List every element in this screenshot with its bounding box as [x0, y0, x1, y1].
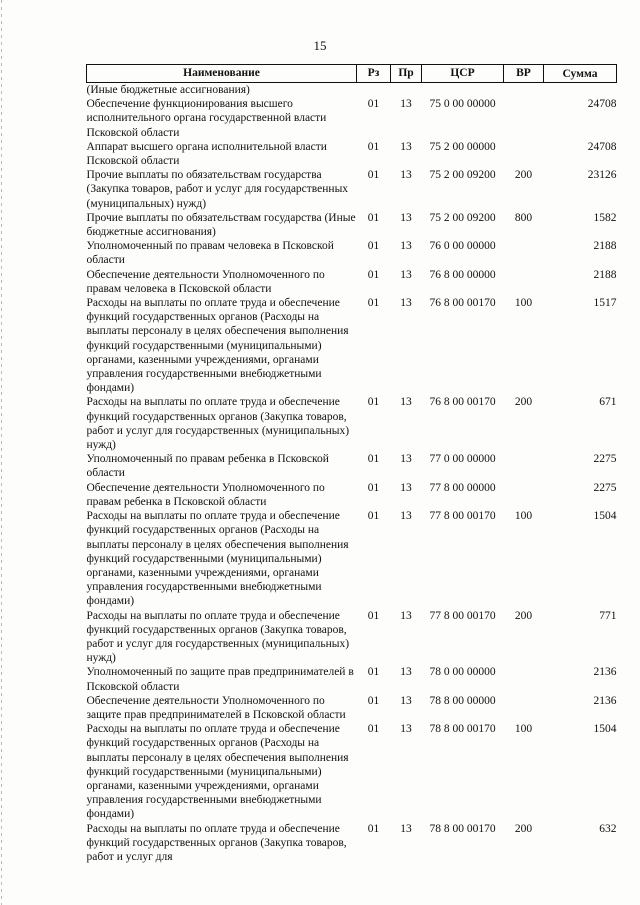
cell-pr: 13 [400, 211, 412, 224]
column-header-csr: ЦСР [422, 65, 504, 83]
cell-name: Обеспечение функционирования высшего исполнительного органа государственной власти Псковской области [86, 98, 327, 139]
cell-csr: 77 8 00 00000 [429, 481, 496, 494]
cell-csr: 78 8 00 00170 [429, 822, 496, 835]
cell-csr: 76 0 00 00000 [429, 240, 496, 253]
cell-rz: 01 [367, 666, 380, 679]
cell-pr: 13 [400, 396, 412, 409]
cell-rz: 01 [367, 822, 380, 835]
cell-sum: 2275 [593, 481, 617, 494]
table-row [87, 722, 617, 821]
cell-vr: 100 [514, 510, 533, 523]
cell-pr [391, 83, 422, 98]
cell-sum: 1517 [593, 297, 617, 310]
cell-pr: 13 [400, 169, 412, 182]
cell-rz: 01 [367, 510, 380, 523]
cell-vr: 100 [514, 297, 533, 310]
cell-vr: 200 [514, 822, 533, 835]
cell-rz: 01 [367, 396, 380, 409]
table-row [87, 140, 617, 168]
cell-vr: 200 [514, 396, 533, 409]
cell-rz: 01 [367, 694, 380, 707]
cell-name: Расходы на выплаты по оплате труда и обеспечение функций государственных органов (Закупка товаров, работ и услуг для государственных (муниципальных) нужд) [86, 609, 350, 665]
cell-vr: 200 [514, 169, 533, 182]
column-header-sum: Сумма [544, 65, 617, 83]
cell-csr: 75 2 00 09200 [429, 211, 496, 224]
table-row [87, 822, 617, 865]
cell-sum: 2136 [593, 694, 617, 707]
table-header-row [87, 65, 617, 83]
cell-pr: 13 [400, 98, 412, 111]
cell-csr: 76 8 00 00000 [429, 268, 496, 281]
cell-vr: 100 [514, 723, 533, 736]
cell-name: Уполномоченный по правам ребенка в Псковской области [86, 453, 329, 480]
cell-csr: 76 8 00 00170 [429, 396, 496, 409]
table-row [87, 239, 617, 267]
table-row [87, 452, 617, 480]
cell-name: Уполномоченный по правам человека в Псковской области [86, 240, 334, 267]
cell-sum: 23126 [587, 169, 617, 182]
table-row [87, 481, 617, 509]
cell-name: Расходы на выплаты по оплате труда и обеспечение функций государственных органов (Закупка товаров, работ и услуг для [86, 822, 347, 863]
cell-pr: 13 [400, 666, 412, 679]
cell-name: (Иные бюджетные ассигнования) [86, 84, 250, 96]
cell-vr [504, 83, 544, 98]
cell-pr: 13 [400, 453, 412, 466]
cell-vr [504, 481, 544, 509]
cell-rz: 01 [367, 169, 380, 182]
cell-rz: 01 [367, 211, 380, 224]
table-row [87, 268, 617, 296]
page-number: 15 [313, 38, 327, 53]
table-row [87, 296, 617, 395]
column-header-rz: Рз [357, 65, 391, 83]
cell-pr: 13 [400, 694, 412, 707]
cell-pr: 13 [400, 609, 412, 622]
cell-pr: 13 [400, 297, 412, 310]
cell-sum: 2275 [593, 453, 617, 466]
column-header-vr: ВР [504, 65, 544, 83]
cell-pr: 13 [400, 822, 412, 835]
cell-name: Аппарат высшего органа исполнительной власти Псковской области [86, 140, 327, 168]
cell-csr [422, 83, 504, 98]
cell-sum: 24708 [587, 98, 617, 111]
cell-sum: 1504 [593, 510, 617, 523]
cell-rz: 01 [367, 140, 380, 153]
table-row [87, 665, 617, 693]
cell-rz: 01 [367, 98, 380, 111]
cell-rz: 01 [367, 240, 380, 253]
cell-csr: 78 0 00 00000 [429, 666, 496, 679]
cell-sum: 2136 [593, 666, 617, 679]
cell-rz: 01 [367, 609, 380, 622]
cell-rz: 01 [367, 453, 380, 466]
cell-pr: 13 [400, 481, 412, 494]
cell-vr [504, 97, 544, 140]
cell-vr: 800 [514, 211, 533, 224]
cell-sum: 1504 [593, 723, 617, 736]
cell-pr: 13 [400, 240, 412, 253]
cell-rz: 01 [367, 268, 380, 281]
cell-vr [504, 694, 544, 722]
table-row [87, 97, 617, 140]
cell-vr: 200 [514, 609, 533, 622]
cell-vr [504, 665, 544, 693]
cell-vr [504, 452, 544, 480]
cell-vr [504, 140, 544, 168]
cell-csr: 77 8 00 00170 [429, 609, 496, 622]
scan-edge [1, 0, 2, 905]
cell-rz: 01 [367, 723, 380, 736]
cell-name: Прочие выплаты по обязательствам государства (Иные бюджетные ассигнования) [86, 211, 356, 239]
cell-name: Расходы на выплаты по оплате труда и обеспечение функций государственных органов (Расходы на выплаты персоналу в целях обеспечения выполнения функций государственными (муниципальными) органами, казенными учреждениями, органами управления государственными внебюджетными фондами) [86, 510, 349, 608]
cell-sum: 1582 [593, 211, 617, 224]
cell-sum [544, 83, 617, 98]
column-header-name: Наименование [87, 65, 357, 83]
cell-rz [357, 83, 391, 98]
cell-pr: 13 [400, 140, 412, 153]
cell-sum: 2188 [593, 240, 617, 253]
table-row [87, 83, 617, 98]
column-header-pr: Пр [391, 65, 422, 83]
cell-name: Обеспечение деятельности Уполномоченного по защите прав предпринимателей в Псковской области [86, 694, 346, 721]
cell-pr: 13 [400, 723, 412, 736]
cell-csr: 77 8 00 00170 [429, 510, 496, 523]
table-row [87, 609, 617, 666]
cell-name: Прочие выплаты по обязательствам государства (Закупка товаров, работ и услуг для государственных (муниципальных) нужд) [86, 169, 349, 210]
cell-vr [504, 239, 544, 267]
cell-csr: 78 8 00 00000 [429, 694, 496, 707]
cell-sum: 632 [599, 822, 617, 835]
table-row [87, 395, 617, 452]
table-row [87, 509, 617, 608]
cell-rz: 01 [367, 297, 380, 310]
cell-rz: 01 [367, 481, 380, 494]
cell-name: Расходы на выплаты по оплате труда и обеспечение функций государственных органов (Расходы на выплаты персоналу в целях обеспечения выполнения функций государственными (муниципальными) органами, казенными учреждениями, органами управления государственными внебюджетными фондами) [86, 297, 349, 395]
cell-pr: 13 [400, 510, 412, 523]
table-row [87, 694, 617, 722]
cell-sum: 771 [599, 609, 617, 622]
cell-name: Обеспечение деятельности Уполномоченного по правам человека в Псковской области [86, 268, 325, 295]
cell-csr: 78 8 00 00170 [429, 723, 496, 736]
cell-sum: 671 [599, 396, 617, 409]
cell-sum: 24708 [587, 140, 617, 153]
cell-vr [504, 268, 544, 296]
cell-csr: 76 8 00 00170 [429, 297, 496, 310]
cell-sum: 2188 [593, 268, 617, 281]
table-row [87, 211, 617, 239]
cell-name: Уполномоченный по защите прав предпринимателей в Псковской области [86, 666, 354, 693]
cell-name: Расходы на выплаты по оплате труда и обеспечение функций государственных органов (Расходы на выплаты персоналу в целях обеспечения выполнения функций государственными (муниципальными) органами, казенными учреждениями, органами управления государственными внебюджетными фондами) [86, 723, 349, 821]
cell-csr: 75 2 00 00000 [429, 140, 496, 153]
cell-pr: 13 [400, 268, 412, 281]
budget-table [86, 64, 617, 864]
table-row [87, 168, 617, 211]
table-body [87, 83, 617, 865]
cell-name: Расходы на выплаты по оплате труда и обеспечение функций государственных органов (Закупка товаров, работ и услуг для государственных (муниципальных) нужд) [86, 396, 350, 452]
cell-name: Обеспечение деятельности Уполномоченного по правам ребенка в Псковской области [86, 481, 325, 508]
cell-csr: 77 0 00 00000 [429, 453, 496, 466]
cell-csr: 75 0 00 00000 [429, 98, 496, 111]
cell-csr: 75 2 00 09200 [429, 169, 496, 182]
